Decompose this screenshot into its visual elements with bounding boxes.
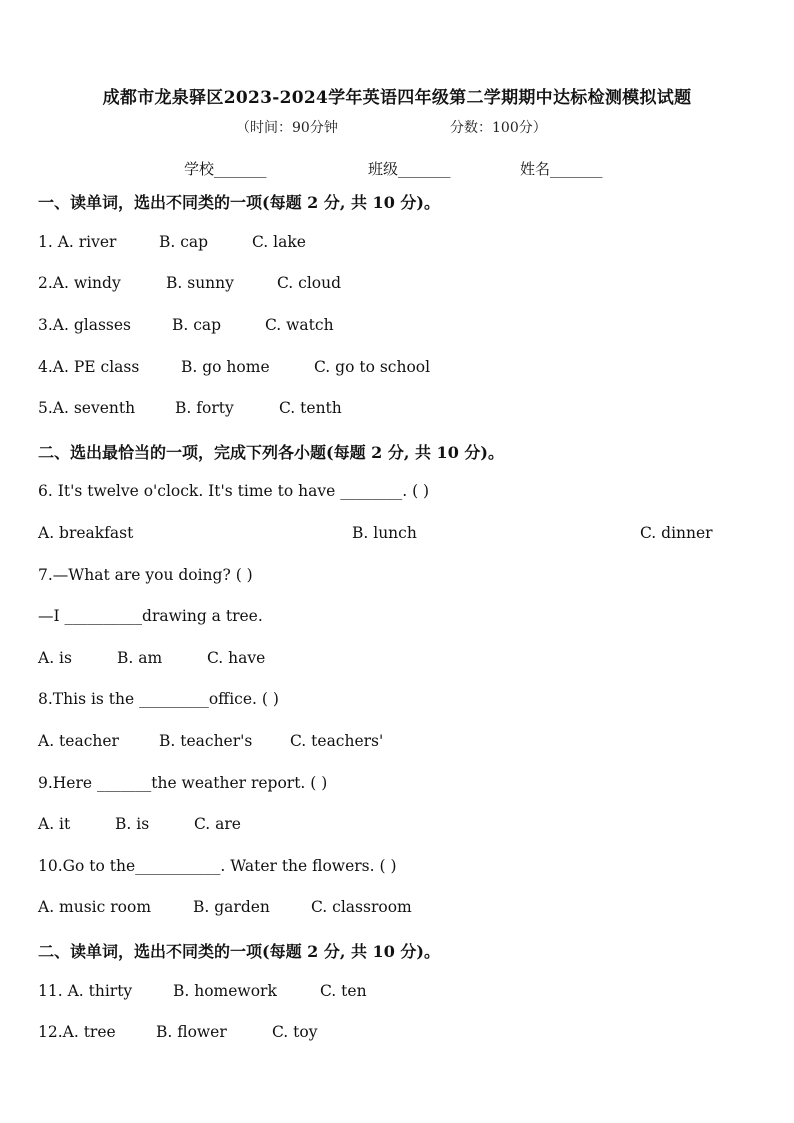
exam-score: 分数：100分）: [450, 120, 547, 136]
question-9-option-a: A. it: [38, 815, 71, 833]
question-7-options: [38, 649, 265, 667]
page-title: 成都市龙泉驿区2023-2024学年英语四年级第二学期期中达标检测模拟试题: [102, 88, 692, 108]
question-10-options: [38, 898, 412, 916]
question-12: [38, 1023, 317, 1041]
question-11-option-a: 11. A. thirty: [38, 982, 133, 1000]
question-9-option-b: B. is: [115, 815, 150, 833]
question-2-option-b: B. sunny: [166, 274, 234, 292]
question-1-option-b: B. cap: [159, 233, 209, 251]
question-8-option-c: C. teachers': [290, 732, 384, 750]
question-2-option-c: C. cloud: [277, 274, 342, 292]
section-1-heading: 一、读单词，选出不同类的一项(每题 2 分, 共 10 分)。: [38, 193, 440, 212]
question-6-stem: 6. It's twelve o'clock. It's time to have ________. ( ): [38, 482, 430, 500]
question-7-option-c: C. have: [207, 649, 266, 667]
question-7-stem-2: —I __________drawing a tree.: [38, 607, 263, 625]
question-5-option-b: B. forty: [175, 399, 234, 417]
question-10-option-b: B. garden: [193, 898, 270, 916]
question-9-option-c: C. are: [194, 815, 241, 833]
section-2-heading: 二、选出最恰当的一项，完成下列各小题(每题 2 分, 共 10 分)。: [38, 443, 504, 462]
question-3-option-a: 3.A. glasses: [38, 316, 131, 334]
school-field: 学校_______: [184, 160, 267, 178]
question-5: [38, 399, 342, 417]
question-12-option-c: C. toy: [272, 1023, 318, 1041]
question-3: [38, 316, 334, 334]
question-8-options: [38, 732, 383, 750]
question-4-option-a: 4.A. PE class: [38, 358, 140, 376]
question-2-option-a: 2.A. windy: [38, 274, 121, 292]
question-8-option-b: B. teacher's: [159, 732, 253, 750]
exam-time: （时间：90分钟: [236, 120, 338, 136]
question-9-stem: 9.Here _______the weather report. ( ): [38, 774, 328, 792]
question-10-option-c: C. classroom: [311, 898, 412, 916]
question-10-stem: 10.Go to the___________. Water the flowers. ( ): [38, 857, 397, 875]
question-6-option-b: B. lunch: [352, 524, 417, 542]
name-field: 姓名_______: [520, 160, 603, 178]
question-5-option-c: C. tenth: [279, 399, 342, 417]
question-6-option-c: C. dinner: [640, 524, 713, 542]
question-1-option-c: C. lake: [252, 233, 306, 251]
question-12-option-a: 12.A. tree: [38, 1023, 116, 1041]
question-11-option-b: B. homework: [173, 982, 277, 1000]
question-9-options: [38, 815, 241, 833]
question-1-option-a: 1. A. river: [38, 233, 117, 251]
question-4: [38, 358, 430, 376]
question-1: [38, 233, 306, 251]
question-3-option-c: C. watch: [265, 316, 334, 334]
question-10-option-a: A. music room: [38, 898, 152, 916]
question-2: [38, 274, 341, 292]
question-11-option-c: C. ten: [320, 982, 367, 1000]
question-7-stem: 7.—What are you doing? ( ): [38, 566, 253, 584]
question-8-option-a: A. teacher: [38, 732, 119, 750]
question-5-option-a: 5.A. seventh: [38, 399, 136, 417]
question-4-option-b: B. go home: [181, 358, 270, 376]
question-3-option-b: B. cap: [172, 316, 222, 334]
question-7-option-b: B. am: [117, 649, 163, 667]
question-7-option-a: A. is: [38, 649, 72, 667]
question-11: [38, 982, 367, 1000]
question-6-option-a: A. breakfast: [38, 524, 134, 542]
section-3-heading: 二、读单词，选出不同类的一项(每题 2 分, 共 10 分)。: [38, 942, 440, 961]
question-4-option-c: C. go to school: [314, 358, 431, 376]
class-field: 班级_______: [368, 160, 451, 178]
question-12-option-b: B. flower: [156, 1023, 227, 1041]
question-8-stem: 8.This is the _________office. ( ): [38, 690, 279, 708]
